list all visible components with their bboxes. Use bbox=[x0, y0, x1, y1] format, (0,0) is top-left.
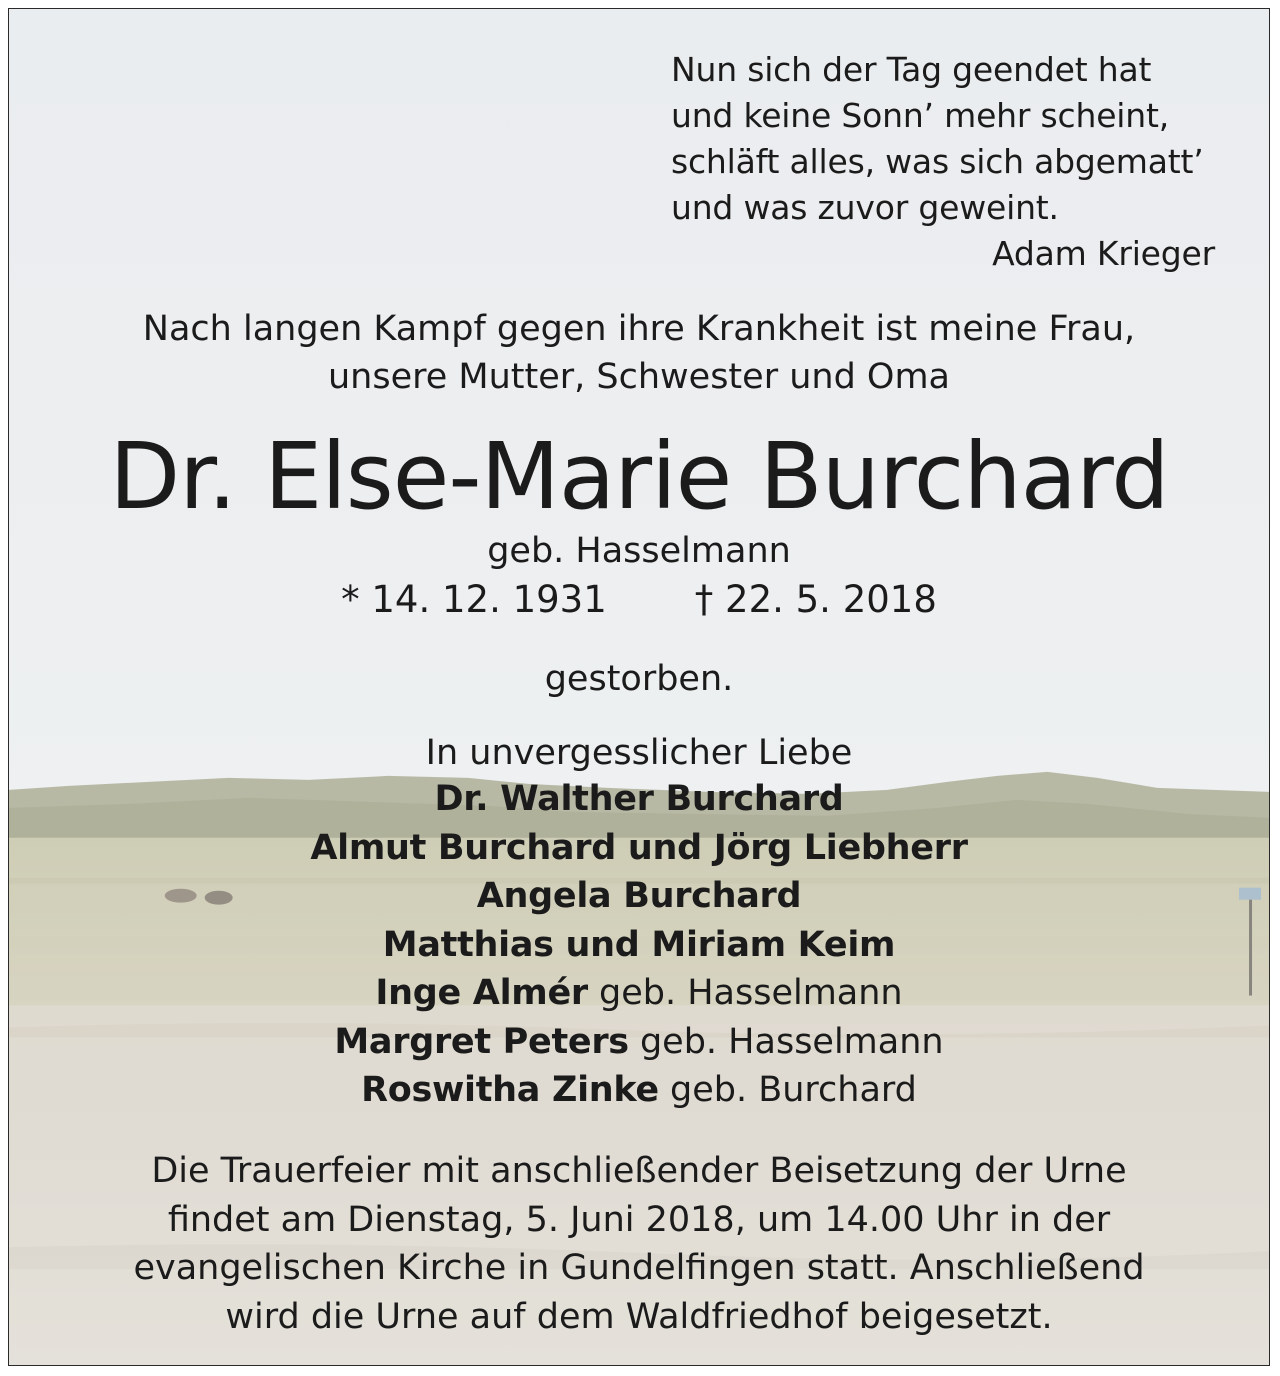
mourner-birth-name: geb. Hasselmann bbox=[639, 1021, 944, 1062]
text-layer bbox=[9, 9, 1269, 1365]
mourner-item bbox=[9, 775, 1269, 824]
mourner-item bbox=[9, 921, 1269, 970]
mourner-name: Dr. Walther Burchard bbox=[434, 779, 844, 819]
mourner-name: Inge Almér bbox=[375, 973, 588, 1013]
poem-line: und keine Sonn’ mehr scheint, bbox=[671, 96, 1170, 135]
service-line-2: findet am Dienstag, 5. Juni 2018, um 14.00 Uhr in der bbox=[167, 1199, 1111, 1240]
poem-line: und was zuvor geweint. bbox=[671, 188, 1059, 227]
service-line-4: wird die Urne auf dem Waldfriedhof beigesetzt. bbox=[225, 1296, 1053, 1337]
birth-name: geb. Hasselmann bbox=[487, 531, 791, 571]
mourner-item bbox=[9, 824, 1269, 873]
mourner-name: Angela Burchard bbox=[476, 876, 802, 916]
death-date: † 22. 5. 2018 bbox=[694, 578, 937, 621]
mourner-birth-name: geb. Burchard bbox=[670, 1070, 917, 1110]
mourner-name: Margret Peters bbox=[334, 1021, 629, 1062]
birth-date: * 14. 12. 1931 bbox=[341, 578, 607, 621]
passed-away-text: gestorben. bbox=[544, 659, 734, 699]
intro-line-1: Nach langen Kampf gegen ihre Krankheit ist meine Frau, bbox=[142, 309, 1136, 349]
poem-block bbox=[671, 47, 1231, 277]
mourner-birth-name: geb. Hasselmann bbox=[599, 973, 903, 1013]
poem-author: Adam Krieger bbox=[992, 234, 1215, 273]
obituary-card bbox=[8, 8, 1270, 1366]
mourner-item bbox=[9, 969, 1269, 1018]
poem-line: Nun sich der Tag geendet hat bbox=[671, 50, 1152, 89]
service-line-3: evangelischen Kirche in Gundelfingen statt. Anschließend bbox=[133, 1248, 1145, 1288]
mourner-name: Roswitha Zinke bbox=[361, 1070, 659, 1110]
in-loving-memory-text: In unvergesslicher Liebe bbox=[425, 733, 853, 773]
intro-line-2: unsere Mutter, Schwester und Oma bbox=[327, 357, 951, 397]
intro-text bbox=[9, 305, 1269, 401]
mourner-item bbox=[9, 872, 1269, 921]
poem-line: schläft alles, was sich abgematt’ bbox=[671, 142, 1204, 181]
mourner-item bbox=[9, 1018, 1269, 1067]
mourner-name: Almut Burchard und Jörg Liebherr bbox=[310, 827, 968, 868]
funeral-service-info bbox=[9, 1147, 1269, 1341]
mourners-list bbox=[9, 775, 1269, 1115]
deceased-name: Dr. Else-Marie Burchard bbox=[109, 423, 1169, 530]
service-line-1: Die Trauerfeier mit anschließender Beisetzung der Urne bbox=[151, 1151, 1127, 1191]
mourner-item bbox=[9, 1066, 1269, 1115]
mourner-name: Matthias und Miriam Keim bbox=[382, 924, 896, 965]
life-dates bbox=[9, 575, 1269, 625]
